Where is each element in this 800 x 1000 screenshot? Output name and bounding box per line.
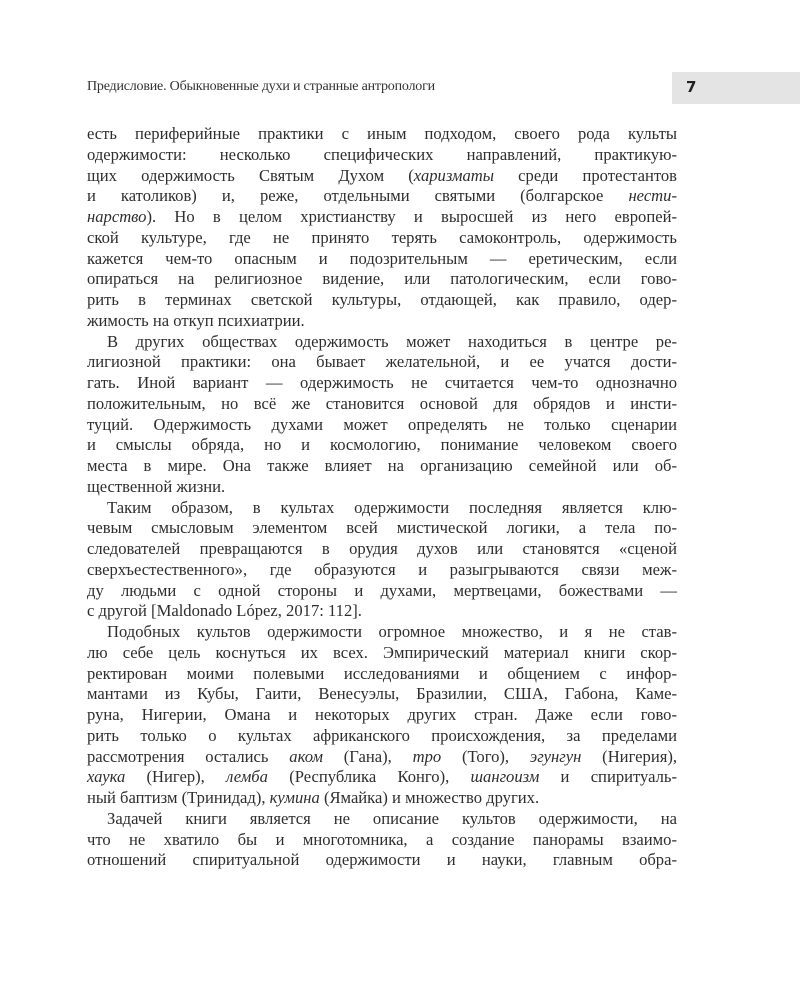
text-line: [87, 601, 677, 622]
text-line: [87, 311, 677, 332]
text-line: [87, 456, 677, 477]
text-segment: ный баптизм (Тринидад),: [87, 788, 270, 807]
text-segment: лигиозной практики: она бывает желательной, и ее учатся дости-: [87, 352, 677, 372]
text-segment: ду людьми с одной стороны и духами, мертвецами, божествами —: [87, 580, 677, 600]
text-line: [87, 726, 677, 747]
text-segment: Задачей книги является не описание культов одержимости, на: [107, 808, 677, 828]
text-segment: (Нигер),: [125, 767, 227, 787]
text-segment: щественной жизни.: [87, 476, 226, 496]
text-line: [87, 809, 677, 830]
text-line: [87, 186, 677, 207]
text-line: [87, 166, 677, 187]
text-line: [87, 290, 677, 311]
text-line: [87, 788, 677, 809]
text-segment: туций. Одержимость духами может определять не только сценарии: [87, 414, 677, 434]
text-line: [87, 539, 677, 560]
text-line: [87, 498, 677, 519]
text-segment: среди протестантов: [494, 165, 677, 185]
text-segment: и спиритуаль-: [539, 767, 677, 787]
text-segment: (Республика Конго),: [267, 767, 471, 787]
text-segment: с другой [Maldonado López, 2017: 112].: [87, 601, 362, 621]
text-line: [87, 415, 677, 436]
text-segment: рить в терминах светской культуры, отдающей, как правило, одер-: [87, 290, 677, 309]
text-line: [87, 207, 677, 228]
text-segment: есть периферийные практики с иным подходом, своего рода культы: [87, 124, 677, 143]
text-line: [87, 830, 677, 851]
italic-term: харизматы: [413, 165, 495, 185]
text-line: [87, 373, 677, 394]
text-segment: (Нигерия),: [581, 746, 678, 766]
text-segment: (Гана),: [322, 746, 413, 766]
text-line: [87, 581, 677, 602]
text-segment: и смыслы обряда, но и космологию, понимание человеком своего: [87, 435, 677, 455]
text-segment: ). Но в целом христианству и выросшей из него европей-: [146, 207, 677, 226]
italic-term: кумина: [269, 788, 320, 807]
italic-term: нарство: [87, 207, 147, 226]
text-segment: гать. Иной вариант — одержимость не считается чем-то однозначно: [87, 373, 677, 392]
italic-term: тро: [412, 746, 442, 766]
text-line: [87, 684, 677, 705]
text-line: [87, 767, 677, 788]
text-line: [87, 269, 677, 290]
text-segment: следователей превращаются в орудия духов или становятся «сценой: [87, 539, 677, 558]
italic-term: шангоизм: [470, 767, 540, 787]
text-segment: Таким образом, в культах одержимости последняя является клю-: [107, 497, 677, 517]
text-line: [87, 145, 677, 166]
italic-term: лемба: [226, 767, 268, 787]
text-segment: (Того),: [441, 746, 530, 766]
text-segment: рассмотрения остались: [87, 746, 290, 766]
italic-term: эгунгун: [529, 746, 582, 766]
paragraph: [87, 124, 677, 332]
paragraph: [87, 809, 677, 871]
text-segment: кажется чем-то опасным и подозрительным — еретическим, если: [87, 248, 677, 268]
text-line: [87, 643, 677, 664]
body-text: [87, 124, 677, 871]
text-line: [87, 124, 677, 145]
text-segment: ректирован моими полевыми исследованиями и общением с инфор-: [87, 663, 677, 683]
text-segment: ской культуре, где не принято терять самоконтроль, одержимость: [87, 227, 677, 247]
text-line: [87, 477, 677, 498]
text-line: [87, 394, 677, 415]
text-line: [87, 352, 677, 373]
text-line: [87, 332, 677, 353]
text-segment: что не хватило бы и многотомника, а создание панорамы взаимо-: [87, 829, 677, 849]
text-segment: сверхъестественного», где образуются и разыгрываются связи меж-: [87, 559, 677, 579]
text-line: [87, 249, 677, 270]
text-line: [87, 850, 677, 871]
text-line: [87, 664, 677, 685]
text-segment: места в мире. Она также влияет на организацию семейной или об-: [87, 456, 677, 475]
italic-term: аком: [289, 746, 323, 766]
text-segment: Подобных культов одержимости огромное множество, и я не став-: [107, 622, 677, 641]
text-segment: рить только о культах африканского происхождения, за пределами: [87, 725, 677, 745]
running-head-title: Предисловие. Обыкновенные духи и странные антропологи: [87, 79, 435, 94]
text-segment: В других обществах одержимость может находиться в центре ре-: [107, 331, 677, 351]
text-segment: отношений спиритуальной одержимости и науки, главным обра-: [87, 850, 677, 870]
italic-term: хаука: [87, 767, 126, 787]
page-number-box: [672, 72, 800, 104]
text-line: [87, 747, 677, 768]
paragraph: [87, 622, 677, 809]
text-segment: чевым смысловым элементом всей мистической логики, а тела по-: [87, 518, 677, 538]
text-segment: жимость на откуп психиатрии.: [87, 310, 305, 330]
text-line: [87, 518, 677, 539]
text-segment: щих одержимость Святым Духом (: [87, 165, 414, 185]
text-line: [87, 622, 677, 643]
text-line: [87, 560, 677, 581]
text-segment: опираться на религиозное видение, или патологическим, если гово-: [87, 269, 677, 289]
text-segment: руна, Нигерии, Омана и некоторых других стран. Даже если гово-: [87, 705, 677, 724]
paragraph: [87, 498, 677, 623]
paragraph: [87, 332, 677, 498]
text-line: [87, 228, 677, 249]
italic-term: нести-: [628, 186, 677, 206]
text-segment: и католиков) и, реже, отдельными святыми (болгарское: [87, 186, 629, 206]
text-segment: (Ямайка) и множество других.: [319, 788, 540, 807]
text-segment: лю себе цель коснуться их всех. Эмпирический материал книги скор-: [87, 642, 677, 662]
text-segment: одержимости: несколько специфических направлений, практикую-: [87, 144, 677, 164]
text-segment: положительным, но всё же становится основой для обрядов и инсти-: [87, 393, 677, 413]
text-line: [87, 435, 677, 456]
text-line: [87, 705, 677, 726]
text-segment: мантами из Кубы, Гаити, Венесуэлы, Бразилии, США, Габона, Каме-: [87, 684, 677, 704]
page-number: 7: [686, 78, 697, 96]
